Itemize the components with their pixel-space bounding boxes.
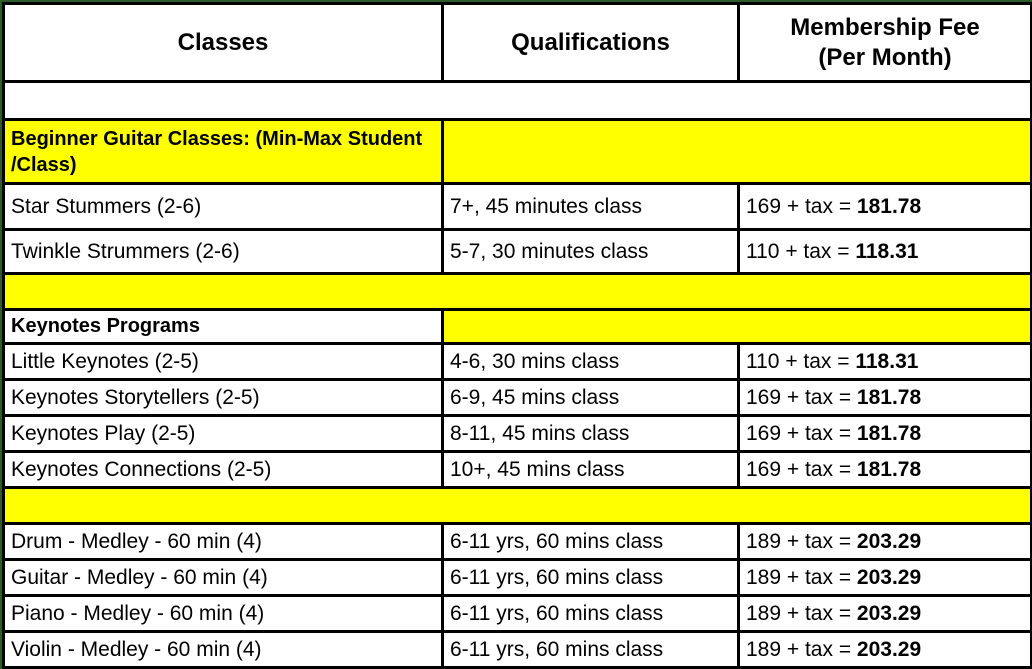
fee-base: 110 + tax = bbox=[746, 239, 856, 263]
fee bbox=[739, 632, 1032, 668]
header-qualifications: Qualifications bbox=[443, 4, 739, 82]
fee-total: 203.29 bbox=[856, 601, 922, 625]
class-name: Keynotes Play (2-5) bbox=[4, 416, 443, 452]
fee-base: 169 + tax = bbox=[746, 385, 857, 409]
fee-total: 203.29 bbox=[856, 637, 922, 661]
class-name: Keynotes Storytellers (2-5) bbox=[4, 380, 443, 416]
fee bbox=[739, 184, 1032, 230]
class-name: Guitar - Medley - 60 min (4) bbox=[4, 560, 443, 596]
table-row bbox=[4, 632, 1032, 668]
table-row bbox=[4, 184, 1032, 230]
header-membership-fee bbox=[739, 4, 1032, 82]
fee bbox=[739, 596, 1032, 632]
fee-base: 189 + tax = bbox=[746, 529, 857, 553]
fee-base: 189 + tax = bbox=[746, 601, 857, 625]
table-row bbox=[4, 344, 1032, 380]
table-row bbox=[4, 380, 1032, 416]
fee bbox=[739, 380, 1032, 416]
class-name: Star Stummers (2-6) bbox=[4, 184, 443, 230]
qualification: 10+, 45 mins class bbox=[443, 452, 739, 488]
qualification: 7+, 45 minutes class bbox=[443, 184, 739, 230]
fee-total: 181.78 bbox=[856, 194, 922, 218]
class-name: Twinkle Strummers (2-6) bbox=[4, 230, 443, 274]
header-fee-line2: (Per Month) bbox=[818, 43, 952, 71]
qualification: 6-11 yrs, 60 mins class bbox=[443, 560, 739, 596]
class-name: Drum - Medley - 60 min (4) bbox=[4, 524, 443, 560]
fee-base: 169 + tax = bbox=[746, 457, 857, 481]
separator-cell bbox=[4, 274, 1032, 310]
section-row-guitar bbox=[4, 120, 1032, 184]
class-name: Little Keynotes (2-5) bbox=[4, 344, 443, 380]
separator-cell bbox=[4, 488, 1032, 524]
table-row bbox=[4, 596, 1032, 632]
header-classes: Classes bbox=[4, 4, 443, 82]
fee bbox=[739, 416, 1032, 452]
section-label-guitar: Beginner Guitar Classes: (Min-Max Student /Class) bbox=[4, 120, 443, 184]
fee-base: 189 + tax = bbox=[746, 637, 857, 661]
fee-base: 189 + tax = bbox=[746, 565, 857, 589]
fee-base: 110 + tax = bbox=[746, 349, 856, 373]
fee-base: 169 + tax = bbox=[746, 194, 857, 218]
fee-total: 118.31 bbox=[855, 349, 919, 373]
qualification: 8-11, 45 mins class bbox=[443, 416, 739, 452]
table-row bbox=[4, 230, 1032, 274]
blank-row bbox=[4, 82, 1032, 120]
section-fill-guitar bbox=[443, 120, 1032, 184]
fee bbox=[739, 560, 1032, 596]
section-fill-keynotes bbox=[443, 310, 1032, 344]
table-row bbox=[4, 416, 1032, 452]
fee-total: 118.31 bbox=[855, 239, 919, 263]
qualification: 6-11 yrs, 60 mins class bbox=[443, 524, 739, 560]
fee bbox=[739, 344, 1032, 380]
class-name: Piano - Medley - 60 min (4) bbox=[4, 596, 443, 632]
fee-total: 203.29 bbox=[856, 529, 922, 553]
qualification: 6-9, 45 mins class bbox=[443, 380, 739, 416]
table-row bbox=[4, 524, 1032, 560]
class-name: Violin - Medley - 60 min (4) bbox=[4, 632, 443, 668]
fee-total: 203.29 bbox=[856, 565, 922, 589]
table-row bbox=[4, 452, 1032, 488]
blank-cell bbox=[4, 82, 1032, 120]
qualification: 6-11 yrs, 60 mins class bbox=[443, 632, 739, 668]
fee bbox=[739, 230, 1032, 274]
qualification: 6-11 yrs, 60 mins class bbox=[443, 596, 739, 632]
membership-fee-table bbox=[2, 2, 1032, 669]
fee-total: 181.78 bbox=[856, 421, 922, 445]
yellow-separator-row bbox=[4, 488, 1032, 524]
section-label-keynotes: Keynotes Programs bbox=[4, 310, 443, 344]
section-row-keynotes bbox=[4, 310, 1032, 344]
fee bbox=[739, 452, 1032, 488]
yellow-separator-row bbox=[4, 274, 1032, 310]
qualification: 5-7, 30 minutes class bbox=[443, 230, 739, 274]
fee bbox=[739, 524, 1032, 560]
header-fee-line1: Membership Fee bbox=[790, 13, 980, 41]
fee-total: 181.78 bbox=[856, 385, 922, 409]
fee-total: 181.78 bbox=[856, 457, 922, 481]
header-row bbox=[4, 4, 1032, 82]
table-row bbox=[4, 560, 1032, 596]
qualification: 4-6, 30 mins class bbox=[443, 344, 739, 380]
class-name: Keynotes Connections (2-5) bbox=[4, 452, 443, 488]
fee-base: 169 + tax = bbox=[746, 421, 857, 445]
